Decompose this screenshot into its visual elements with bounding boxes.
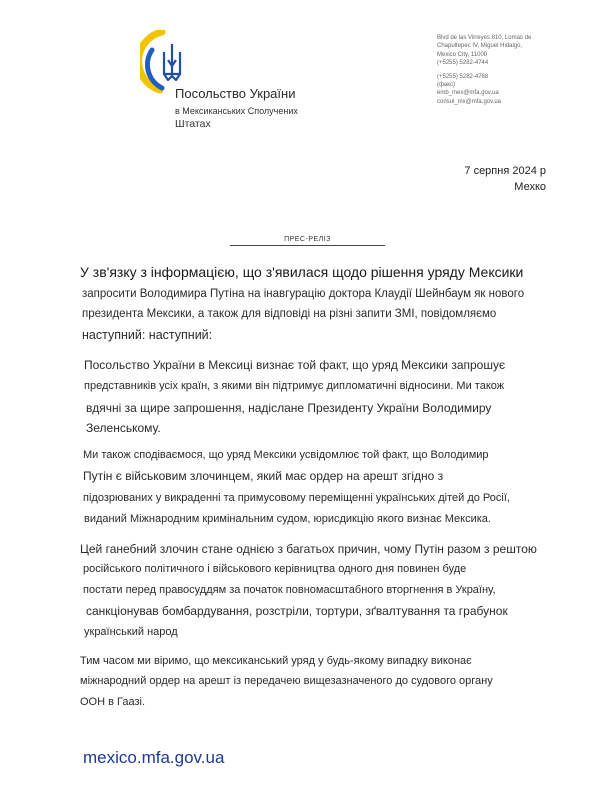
lead-line: наступний: наступний: — [82, 328, 213, 342]
paragraph-1-line: Посольство України в Мексиці визнає той факт, що уряд Мексики запрошує — [84, 358, 506, 372]
paragraph-1-line: представників усіх країн, з якими він підтримує дипломатичні відносини. Ми також — [84, 380, 505, 392]
paragraph-2-line: Ми також сподіваємося, що уряд Мексики усвідомлює той факт, що Володимир — [83, 449, 489, 461]
paragraph-3-line: Цей ганебний злочин стане однією з багатьох причин, чому Путін разом з рештою — [80, 542, 537, 556]
paragraph-4-line: Тим часом ми віримо, що мексиканський уряд у будь-якому випадку виконає — [80, 655, 472, 667]
contact-fax-label: (факс) — [437, 82, 455, 89]
paragraph-3-line: санкціонував бомбардування, розстріли, тортури, зґвалтування та грабунок — [86, 604, 508, 618]
embassy-subtitle-1: в Мексиканських Сполучених — [175, 106, 298, 116]
contact-phone: (+5255) 5282-4744 — [437, 60, 489, 67]
footer-website-link[interactable]: mexico.mfa.gov.ua — [83, 748, 225, 767]
paragraph-1-line: вдячні за щире запрошення, надіслане Президенту України Володимиру — [86, 401, 492, 415]
lead-line: У зв'язку з інформацією, що з'явилася щодо рішення уряду Мексики — [80, 264, 524, 280]
paragraph-3-line: постати перед правосуддям за початок повномасштабного вторгнення в Україну, — [83, 584, 496, 596]
embassy-subtitle-2: Штатах — [175, 118, 211, 130]
contact-fax: (+5255) 5282-4768 — [437, 73, 489, 80]
paragraph-2-line: виданий Міжнародним кримінальним судом, юрисдикцію якого визнає Мексика. — [84, 513, 491, 525]
press-release-underline — [230, 245, 385, 246]
paragraph-2-line: Путін є військовим злочинцем, який має ордер на арешт згідно з — [83, 469, 444, 483]
paragraph-4-line: міжнародний ордер на арешт із передачею вищезазначеного до судового органу — [80, 675, 493, 687]
press-release-label: ПРЕС-РЕЛІЗ — [284, 236, 331, 243]
document-date: 7 серпня 2024 р — [464, 165, 546, 177]
document-city: Мехко — [514, 181, 546, 193]
contact-block — [437, 34, 597, 106]
paragraph-4-line: ООН в Гаазі. — [80, 696, 146, 708]
contact-email-consul[interactable]: consul_mx@mfa.gov.ua — [437, 98, 502, 105]
paragraph-3-line: російського політичного і військового керівництва одного дня повинен буде — [83, 563, 467, 575]
lead-line: президента Мексики, а також для відповіді на різні запити ЗМІ, повідомляємо — [82, 308, 497, 320]
lead-line: запросити Володимира Путіна на інавгурацію доктора Клаудії Шейнбаум як нового — [82, 288, 525, 300]
paragraph-2-line: підозрюваних у викраденні та примусовому переміщенні українських дітей до Росії, — [83, 492, 510, 504]
contact-line: Mexico City, 11000 — [437, 51, 488, 58]
contact-line: Blvd de las Virreyes 810, Lomas de — [437, 35, 532, 41]
contact-line: Chapultepec IV, Miguel Hidalgo, — [437, 43, 523, 50]
paragraph-3-line: український народ — [84, 626, 178, 638]
contact-email[interactable]: emb_mex@mfa.gov.ua — [437, 90, 499, 97]
embassy-name: Посольство України — [175, 86, 296, 101]
paragraph-1-line: Зеленському. — [86, 421, 161, 435]
